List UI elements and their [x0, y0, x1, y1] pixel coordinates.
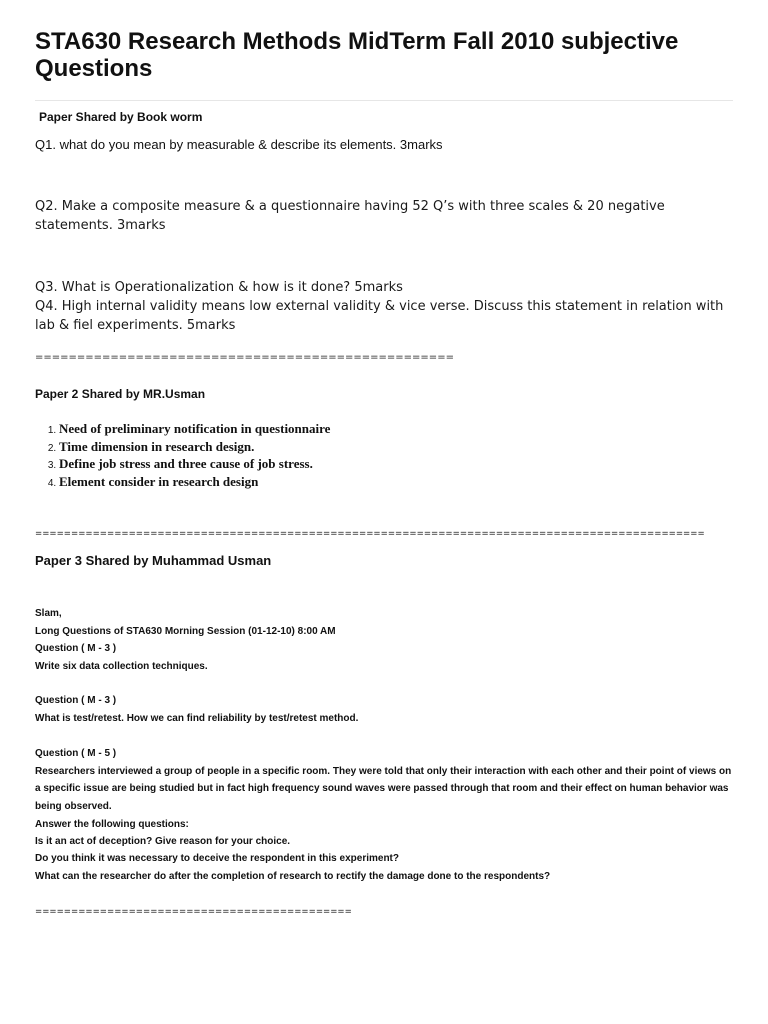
separator-2: ============================================================================================= — [35, 529, 705, 539]
list-item: 2. Time dimension in research design. — [59, 438, 330, 456]
separator-3: ============================================ — [35, 907, 352, 917]
paper1-q2: Q2. Make a composite measure & a questionnaire having 52 Q’s with three scales & 20 negative statements. 3marks — [35, 199, 665, 233]
page-title: STA630 Research Methods MidTerm Fall 2010 subjective Questions — [35, 28, 679, 82]
paper2-shared-by: Paper 2 Shared by MR.Usman — [35, 387, 206, 401]
paper1-q4: Q4. High internal validity means low external validity & vice verse. Discuss this statement in relation with lab & fiel experiments. 5marks — [35, 299, 724, 333]
paper1-q1: Q1. what do you mean by measurable & describe its elements. 3marks — [35, 137, 443, 152]
paper3-q2-text: What is test/retest. How we can find reliability by test/retest method. — [35, 713, 359, 724]
paper3-greeting: Slam, — [35, 608, 62, 619]
paper3-q1-text: Write six data collection techniques. — [35, 661, 208, 672]
list-item: 4. Element consider in research design — [59, 473, 330, 491]
paper3-session: Long Questions of STA630 Morning Session (01-12-10) 8:00 AM — [35, 626, 336, 637]
paper3-sub-q2: Do you think it was necessary to deceive the respondent in this experiment? — [35, 853, 399, 864]
paper3-q2-label: Question ( M - 3 ) — [35, 695, 117, 706]
paper3-q1-label: Question ( M - 3 ) — [35, 643, 117, 654]
separator-1: ================================================== — [35, 352, 454, 363]
list-item: 3. Define job stress and three cause of job stress. — [59, 455, 330, 473]
title-divider — [35, 100, 733, 101]
list-item: 1. Need of preliminary notification in questionnaire — [59, 420, 330, 438]
paper3-sub-q3: What can the researcher do after the completion of research to rectify the damage done to the respondents? — [35, 871, 551, 882]
paper1-shared-by: Paper Shared by Book worm — [39, 110, 203, 124]
paper1-q3: Q3. What is Operationalization & how is it done? 5marks — [35, 280, 403, 295]
paper2-question-list — [35, 420, 330, 490]
paper3-sub-q1: Is it an act of deception? Give reason for your choice. — [35, 836, 291, 847]
paper3-q3-text: Researchers interviewed a group of people in a specific room. They were told that only their interaction with each other and their point of views on a specific issue are being studied but in fact high frequency sound waves were passed through that room and their effect on human behavior was being observed. — [35, 766, 732, 812]
paper3-q3-label: Question ( M - 5 ) — [35, 748, 117, 759]
paper3-answer-intro: Answer the following questions: — [35, 819, 189, 830]
paper3-shared-by: Paper 3 Shared by Muhammad Usman — [35, 553, 272, 568]
